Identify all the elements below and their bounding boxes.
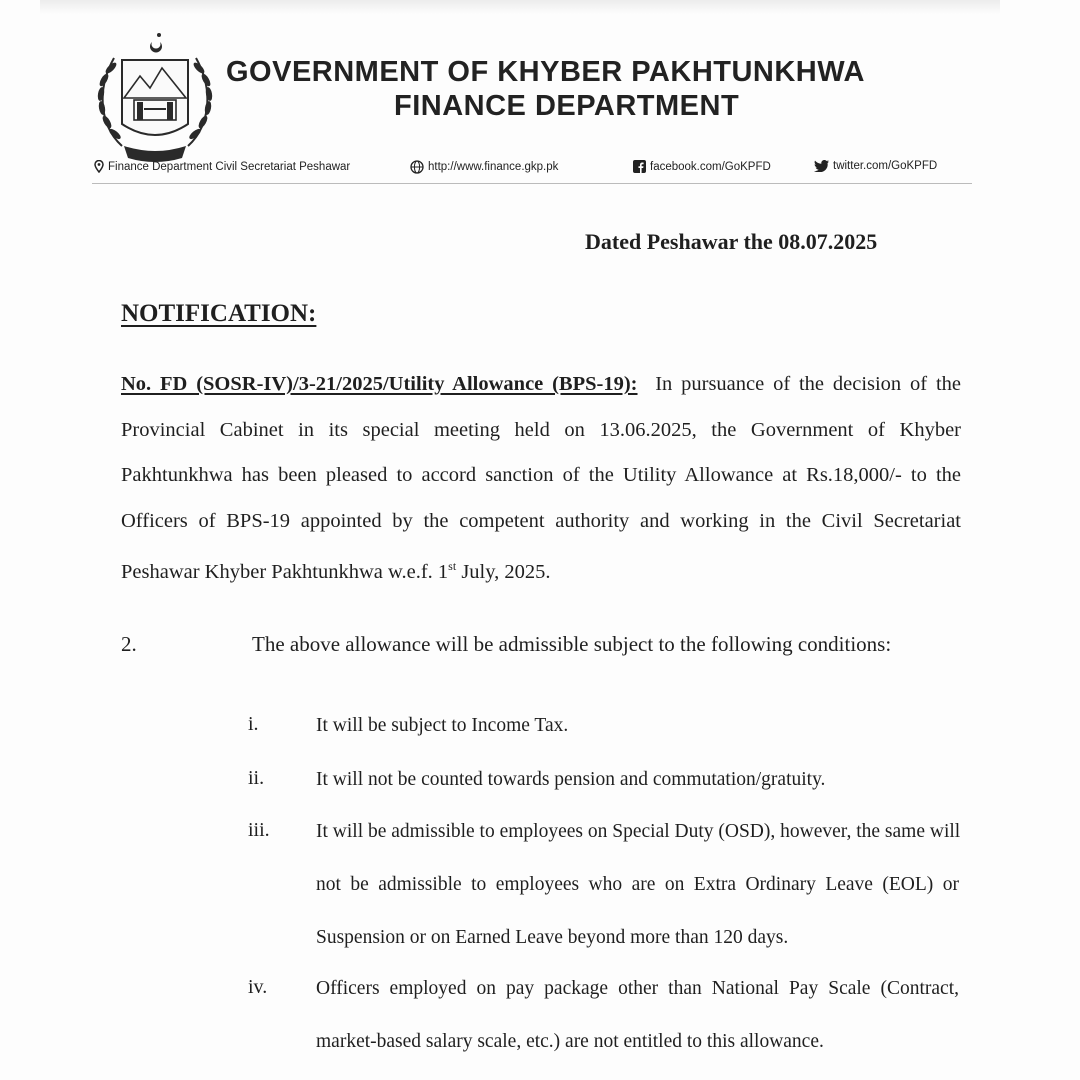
- contact-website[interactable]: [410, 160, 558, 174]
- twitter-link[interactable]: twitter.com/GoKPFD: [833, 160, 938, 172]
- condition-line: Suspension or on Earned Leave beyond more than 120 days.: [316, 927, 789, 948]
- location-pin-icon: [94, 160, 104, 173]
- condition-number: iv.: [248, 976, 268, 998]
- para-line-3: Pakhtunkhwa has been pleased to accord sanction of the Utility Allowance at Rs.18,000/- to the: [121, 464, 961, 487]
- reference-number: No. FD (SOSR-IV)/3-21/2025/Utility Allowance (BPS-19):: [121, 373, 638, 395]
- para-line-5-text: Peshawar Khyber Pakhtunkhwa w.e.f. 1: [121, 561, 449, 584]
- para-line-2: Provincial Cabinet in its special meeting held on 13.06.2025, the Government of Khyber: [121, 418, 961, 441]
- scan-edge-shadow: [40, 0, 1000, 14]
- para-line-1: [121, 362, 961, 408]
- government-emblem: [92, 28, 218, 162]
- condition-text: [316, 699, 959, 752]
- header-subtitle: FINANCE DEPARTMENT: [394, 90, 740, 122]
- condition-line: Officers employed on pay package other than National Pay Scale (Contract,: [316, 978, 959, 999]
- contact-bar: [92, 160, 972, 182]
- para-line-1-text: In pursuance of the decision of the: [655, 373, 961, 395]
- facebook-link[interactable]: facebook.com/GoKPFD: [650, 160, 771, 173]
- para-line-5: [121, 544, 961, 595]
- condition-text: [316, 805, 959, 964]
- para-line-5-tail: July, 2025.: [456, 561, 551, 584]
- condition-text: [316, 753, 959, 806]
- website-link[interactable]: http://www.finance.gkp.pk: [428, 161, 559, 173]
- notification-heading: NOTIFICATION:: [121, 300, 317, 327]
- contact-facebook[interactable]: [633, 160, 771, 173]
- condition-line: not be admissible to employees who are on Extra Ordinary Leave (EOL) or: [316, 874, 959, 895]
- twitter-icon: [814, 160, 829, 172]
- date-line: Dated Peshawar the 08.07.2025: [585, 229, 878, 254]
- para-line-4: Officers of BPS-19 appointed by the competent authority and working in the Civil Secretariat: [121, 509, 961, 532]
- condition-number: iii.: [248, 819, 270, 841]
- condition-line: It will be admissible to employees on Special Duty (OSD), however, the same will: [316, 821, 961, 842]
- header-title: GOVERNMENT OF KHYBER PAKHTUNKHWA: [226, 56, 865, 88]
- condition-line: It will be subject to Income Tax.: [316, 715, 569, 736]
- globe-icon: [410, 160, 424, 174]
- condition-number: ii.: [248, 767, 265, 789]
- ordinal-suffix: st: [448, 559, 457, 574]
- header-divider: [92, 183, 972, 184]
- address-text: Finance Department Civil Secretariat Peshawar: [108, 160, 351, 173]
- condition-number: i.: [248, 713, 259, 735]
- condition-line: It will not be counted towards pension and commutation/gratuity.: [316, 769, 826, 790]
- facebook-icon: [633, 160, 646, 173]
- point-2-text: The above allowance will be admissible subject to the following conditions:: [252, 632, 892, 656]
- condition-line: market-based salary scale, etc.) are not entitled to this allowance.: [316, 1031, 824, 1052]
- contact-address: [94, 160, 350, 173]
- notification-paragraph: [121, 362, 961, 596]
- contact-twitter[interactable]: [814, 160, 937, 172]
- condition-text: [316, 962, 959, 1068]
- point-2-number: 2.: [121, 632, 137, 656]
